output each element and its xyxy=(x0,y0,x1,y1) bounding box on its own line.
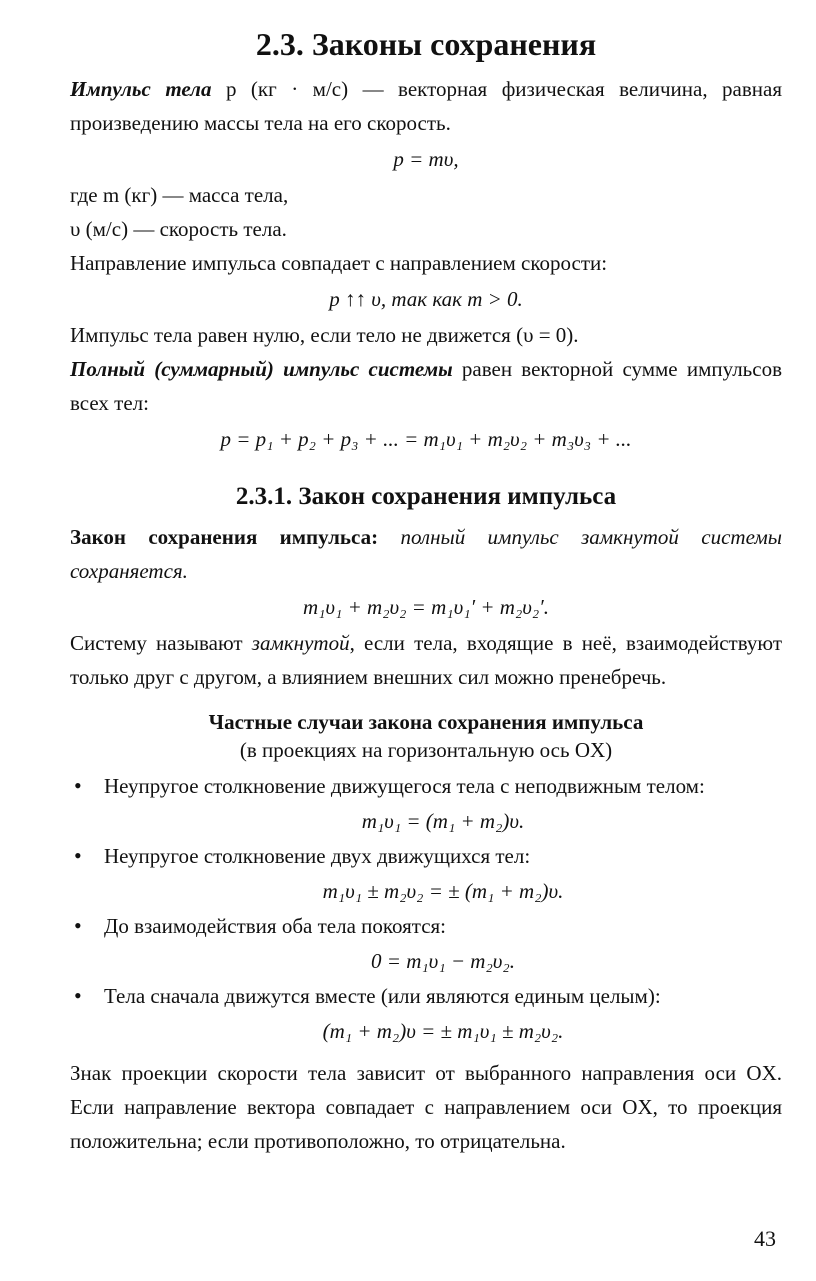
case-formula: m₁υ₁ ± m₂υ₂ = ± (m₁ + m₂)υ. xyxy=(322,879,564,903)
cases-list xyxy=(70,770,782,1050)
law-text: полный импульс замкнутой системы сохраняется. xyxy=(70,525,782,583)
case-formula: (m₁ + m₂)υ = ± m₁υ₁ ± m₂υ₂. xyxy=(322,1019,564,1043)
case-text: Тела сначала движутся вместе (или являются единым целым): xyxy=(104,984,661,1008)
conclusion-paragraph: Знак проекции скорости тела зависит от выбранного направления оси OX. Если направление вектора совпадает с направлением оси OX, то проекция положительна; если противоположно, то отрицательна. xyxy=(70,1061,782,1153)
law-formula: m₁υ₁ + m₂υ₂ = m₁υ₁′ + m₂υ₂′. xyxy=(302,595,550,619)
closed-term: замкнутой xyxy=(251,631,350,655)
closed-b: , если тела, входящие в неё, взаимодействуют только друг с другом, а влиянием внешних сил можно пренебречь. xyxy=(70,631,782,689)
case-formula: 0 = m₁υ₁ − m₂υ₂. xyxy=(371,949,515,973)
cases-subtitle: (в проекциях на горизонтальную ось OX) xyxy=(239,738,613,762)
total-impulse-term: Полный (суммарный) импульс системы xyxy=(70,357,453,381)
list-item xyxy=(70,840,782,910)
total-impulse-paragraph xyxy=(70,352,782,420)
bullet-icon: • xyxy=(74,843,82,868)
zero-impulse-text: Импульс тела равен нулю, если тело не движется (υ = 0). xyxy=(70,323,579,347)
law-paragraph xyxy=(70,520,782,588)
list-item xyxy=(70,980,782,1050)
where-velocity: υ (м/с) — скорость тела. xyxy=(70,217,287,241)
impulse-definition: p (кг · м/с) — векторная физическая величина, равная произведению массы тела на его скорость. xyxy=(70,77,783,135)
total-impulse-formula: p = p₁ + p₂ + p₃ + ... = m₁υ₁ + m₂υ₂ + m₃υ₃ + ... xyxy=(220,427,632,451)
page-content xyxy=(70,22,782,1158)
case-text: До взаимодействия оба тела покоятся: xyxy=(104,914,447,938)
intro-paragraph xyxy=(70,72,782,140)
list-item xyxy=(70,910,782,980)
page-number: 43 xyxy=(754,1226,776,1251)
where-mass: где m (кг) — масса тела, xyxy=(70,183,289,207)
section-title: 2.3.1. Закон сохранения импульса xyxy=(235,483,617,510)
direction-formula: p ↑↑ υ, так как m > 0. xyxy=(329,287,523,311)
page-title: 2.3. Законы сохранения xyxy=(255,26,597,62)
closed-system-paragraph xyxy=(70,626,782,694)
list-item xyxy=(70,770,782,840)
total-impulse-rest: равен векторной сумме импульсов всех тел: xyxy=(70,357,782,415)
bullet-icon: • xyxy=(74,983,82,1008)
bullet-icon: • xyxy=(74,773,82,798)
impulse-term: Импульс тела xyxy=(70,77,212,101)
case-text: Неупругое столкновение движущегося тела с неподвижным телом: xyxy=(104,774,705,798)
closed-a: Систему называют xyxy=(70,631,252,655)
impulse-formula: p = mυ, xyxy=(393,147,459,171)
bullet-icon: • xyxy=(74,913,82,938)
case-text: Неупругое столкновение двух движущихся тел: xyxy=(104,844,531,868)
direction-text: Направление импульса совпадает с направлением скорости: xyxy=(70,251,608,275)
cases-title: Частные случаи закона сохранения импульса xyxy=(208,710,644,734)
case-formula: m₁υ₁ = (m₁ + m₂)υ. xyxy=(361,809,525,833)
law-term: Закон сохранения импульса: xyxy=(70,525,379,549)
